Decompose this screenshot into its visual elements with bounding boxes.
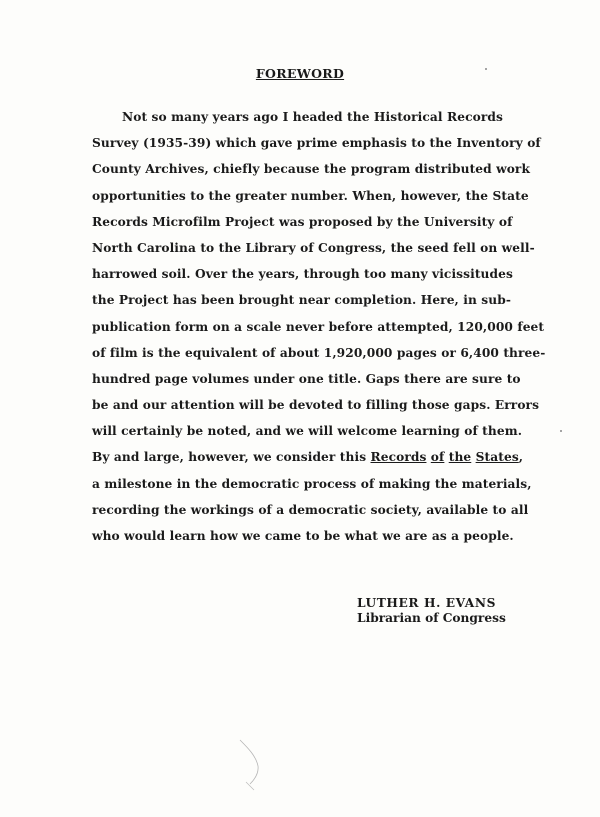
body-line — [92, 471, 532, 497]
underlined-title-word: of — [430, 450, 445, 465]
underlined-title-word: Records — [370, 450, 427, 465]
body-line — [92, 156, 532, 182]
text-run: harrowed soil. Over the years, through too many vicissitudes — [92, 267, 513, 282]
text-run: of film is the equivalent of about 1,920,000 pages or 6,400 three- — [92, 345, 546, 360]
body-line — [92, 209, 532, 235]
text-run: Records Microfilm Project was proposed by the University of — [92, 214, 513, 229]
text-run: be and our attention will be devoted to filling those gaps. Errors — [92, 398, 540, 413]
signatory-title: Librarian of Congress — [357, 611, 506, 625]
text-run: , — [518, 450, 524, 465]
text-run: By and large, however, we consider this — [92, 450, 371, 465]
body-line — [92, 314, 545, 340]
body-line — [92, 104, 532, 130]
underlined-title-word: the — [448, 450, 472, 465]
body-line — [92, 366, 532, 392]
signatory-name: LUTHER H. EVANS — [357, 596, 496, 610]
text-run: County Archives, chiefly because the program distributed work — [92, 162, 530, 177]
body-line — [92, 235, 535, 261]
text-run: Not so many years ago I headed the Historical Records — [122, 110, 503, 124]
body-line — [92, 130, 541, 156]
underlined-title-word: States — [475, 450, 519, 465]
page-title: FOREWORD — [255, 66, 345, 81]
text-run: the Project has been brought near completion. Here, in sub- — [92, 293, 511, 308]
body-line — [92, 287, 532, 313]
body-line — [92, 183, 532, 209]
body-line — [92, 523, 532, 549]
signature-block — [357, 596, 506, 626]
text-run: publication form on a scale never before attempted, 120,000 feet — [92, 319, 545, 334]
scan-speck — [485, 68, 487, 70]
text-run: recording the workings of a democratic society, available to all — [92, 502, 529, 517]
body-line — [92, 340, 546, 366]
body-line — [92, 444, 532, 470]
body-line — [92, 392, 540, 418]
text-run: Survey (1935-39) which gave prime emphasis to the Inventory of — [92, 136, 541, 151]
text-run: will certainly be noted, and we will welcome learning of them. — [92, 424, 523, 439]
text-run: hundred page volumes under one title. Gaps there are sure to — [92, 371, 521, 386]
body-line — [92, 261, 532, 287]
text-run: North Carolina to the Library of Congress, the seed fell on well- — [92, 240, 535, 255]
body-line — [92, 418, 532, 444]
text-run: a milestone in the democratic process of making the materials, — [92, 476, 532, 491]
foreword-body — [92, 104, 546, 549]
scan-speck — [560, 430, 562, 432]
text-run: who would learn how we came to be what we are as a people. — [92, 529, 514, 543]
scan-scratch-mark — [244, 780, 258, 794]
text-run: opportunities to the greater number. When, however, the State — [92, 188, 529, 203]
body-line — [92, 497, 532, 523]
